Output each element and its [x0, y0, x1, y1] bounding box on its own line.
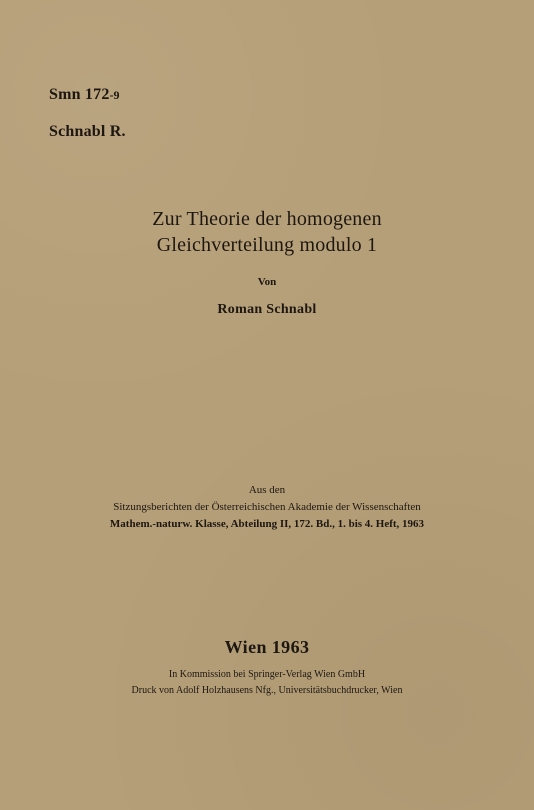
byline-von: Von — [257, 276, 277, 288]
shelfmark — [49, 86, 120, 104]
printer-line: Druck von Adolf Holzhausens Nfg., Universitätsbuchdrucker, Wien — [131, 685, 403, 696]
source-line-3: Mathem.-naturw. Klasse, Abteilung II, 172. Bd., 1. bis 4. Heft, 1963 — [109, 518, 425, 530]
source-line-2: Sitzungsberichten der Österreichischen Akademie der Wissenschaften — [113, 501, 421, 513]
title-line-1: Zur Theorie der homogenen — [152, 208, 382, 230]
shelfmark-suffix: -9 — [109, 88, 120, 102]
shelfmark-main: Smn 172 — [49, 86, 110, 103]
commission-line: In Kommission bei Springer-Verlag Wien GmbH — [168, 669, 366, 680]
document-title — [0, 206, 534, 258]
title-line-2: Gleichverteilung modulo 1 — [156, 234, 378, 256]
place-year: Wien 1963 — [224, 637, 310, 657]
publisher-block — [0, 667, 534, 699]
source-block — [0, 482, 534, 533]
source-line-1: Aus den — [248, 484, 286, 496]
author-name: Roman Schnabl — [217, 302, 317, 317]
author-tag: Schnabl R. — [49, 123, 126, 140]
